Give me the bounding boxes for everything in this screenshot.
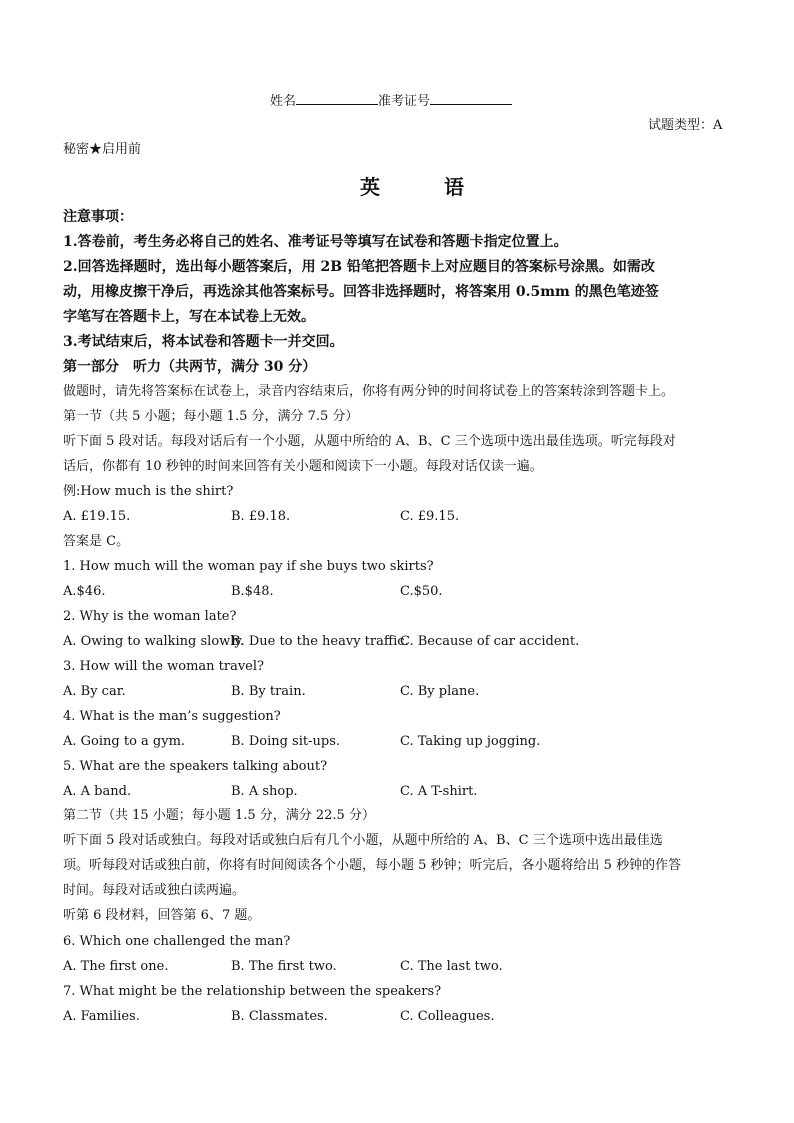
question-4: 4. What is the man’s suggestion?	[63, 709, 281, 724]
name-blank	[296, 92, 378, 105]
part1-instruction: 做题时，请先将答案标在试卷上，录音内容结束后，你将有两分钟的时间将试卷上的答案转涂到答题卡上。	[63, 384, 675, 399]
notes-item-3: 3.考试结束后，将本试卷和答题卡一并交回。	[63, 334, 344, 350]
q7-option-a: A. Families.	[63, 1009, 140, 1024]
exam-type: 试题类型：A	[648, 118, 723, 133]
notes-item-2-line-3: 字笔写在答题卡上，写在本试卷上无效。	[63, 309, 315, 325]
question-1: 1. How much will the woman pay if she buys two skirts?	[63, 559, 434, 574]
q2-option-c: C. Because of car accident.	[400, 634, 580, 649]
name-label: 姓名	[270, 94, 297, 109]
q6-option-a: A. The first one.	[63, 959, 169, 974]
section1-heading: 第一节（共 5 小题；每小题 1.5 分，满分 7.5 分）	[63, 409, 359, 424]
material-6-label: 听第 6 段材料，回答第 6、7 题。	[63, 908, 261, 923]
question-6: 6. Which one challenged the man?	[63, 934, 291, 949]
q5-option-b: B. A shop.	[231, 784, 298, 799]
q5-option-c: C. A T-shirt.	[400, 784, 478, 799]
page-title: 英 语	[360, 175, 486, 199]
section2-instruction-line-1: 听下面 5 段对话或独白。每段对话或独白后有几个小题，从题中所给的 A、B、C 三个选项中选出最佳选	[63, 833, 663, 848]
id-blank	[430, 92, 512, 105]
question-3: 3. How will the woman travel?	[63, 659, 265, 674]
section1-instruction-line-1: 听下面 5 段对话。每段对话后有一个小题，从题中所给的 A、B、C 三个选项中选出最佳选项。听完每段对	[63, 434, 676, 449]
section2-instruction-line-3: 时间。每段对话或独白读两遍。	[63, 883, 246, 898]
notes-item-2-line-1: 2.回答选择题时，选出每小题答案后，用 2B 铅笔把答题卡上对应题目的答案标号涂黑。如需改	[63, 259, 655, 275]
example-option-b: B. £9.18.	[231, 509, 291, 524]
q3-option-a: A. By car.	[63, 684, 126, 699]
part1-heading: 第一部分 听力（共两节，满分 30 分）	[63, 359, 317, 375]
example-answer: 答案是 C。	[63, 534, 130, 549]
section2-instruction-line-2: 项。听每段对话或独白前，你将有时间阅读各个小题，每小题 5 秒钟；听完后，各小题将给出 5 秒钟的作答	[63, 858, 682, 873]
q3-option-b: B. By train.	[231, 684, 306, 699]
q1-option-c: C.$50.	[400, 584, 443, 599]
q6-option-b: B. The first two.	[231, 959, 337, 974]
q1-option-b: B.$48.	[231, 584, 274, 599]
section2-heading: 第二节（共 15 小题；每小题 1.5 分，满分 22.5 分）	[63, 808, 375, 823]
notes-item-1: 1.答卷前，考生务必将自己的姓名、准考证号等填写在试卷和答题卡指定位置上。	[63, 234, 568, 250]
q5-option-a: A. A band.	[63, 784, 132, 799]
example-option-c: C. £9.15.	[400, 509, 460, 524]
q2-option-a: A. Owing to walking slowly.	[63, 634, 245, 649]
example-option-a: A. £19.15.	[63, 509, 131, 524]
q4-option-c: C. Taking up jogging.	[400, 734, 541, 749]
q3-option-c: C. By plane.	[400, 684, 480, 699]
example-question: 例:How much is the shirt?	[63, 484, 234, 499]
q6-option-c: C. The last two.	[400, 959, 503, 974]
q7-option-c: C. Colleagues.	[400, 1009, 495, 1024]
candidate-info	[270, 92, 512, 110]
question-7: 7. What might be the relationship between the speakers?	[63, 984, 442, 999]
notes-item-2-line-2: 动，用橡皮擦干净后，再选涂其他答案标号。回答非选择题时，将答案用 0.5mm 的黑色笔迹签	[63, 284, 659, 300]
question-5: 5. What are the speakers talking about?	[63, 759, 328, 774]
id-label: 准考证号	[378, 94, 431, 109]
q7-option-b: B. Classmates.	[231, 1009, 328, 1024]
q4-option-b: B. Doing sit-ups.	[231, 734, 340, 749]
section1-instruction-line-2: 话后，你都有 10 秒钟的时间来回答有关小题和阅读下一小题。每段对话仅读一遍。	[63, 459, 543, 474]
notes-heading: 注意事项：	[63, 209, 133, 225]
q1-option-a: A.$46.	[63, 584, 106, 599]
q4-option-a: A. Going to a gym.	[63, 734, 186, 749]
secret-label: 秘密★启用前	[63, 142, 142, 157]
q2-option-b: B. Due to the heavy traffic.	[231, 634, 409, 649]
question-2: 2. Why is the woman late?	[63, 609, 237, 624]
